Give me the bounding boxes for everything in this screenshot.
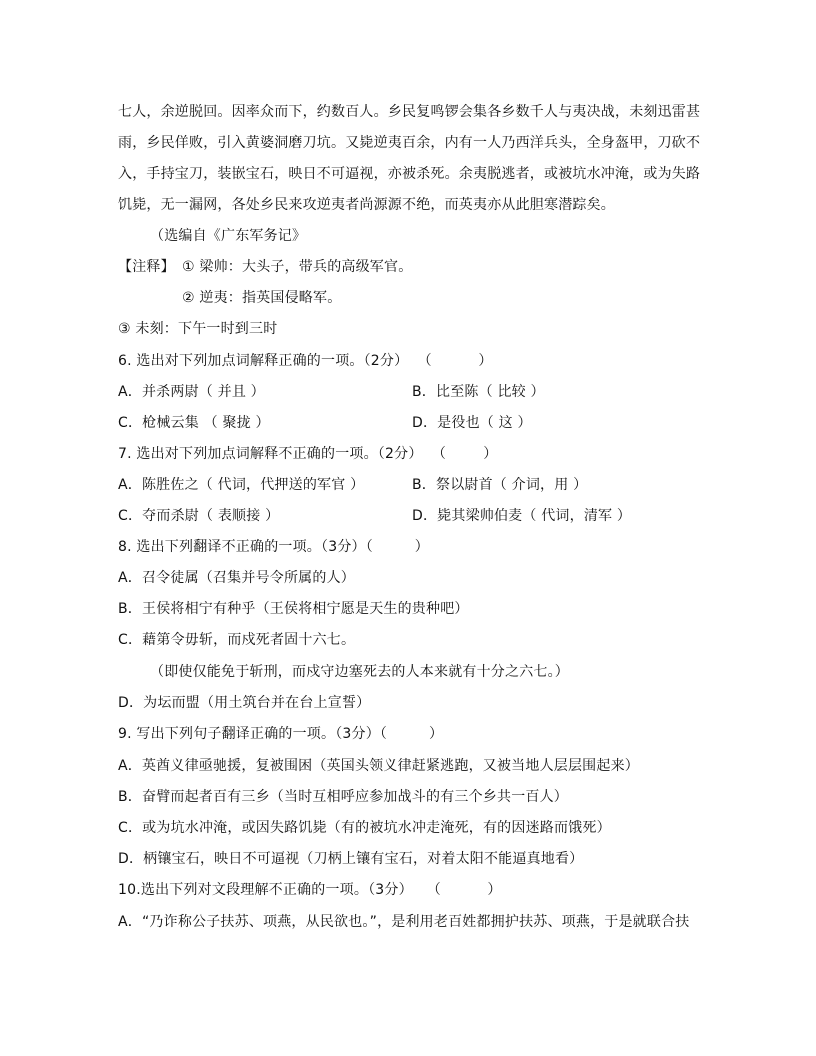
passage-source: （选编自《广东军务记》 xyxy=(150,228,307,244)
question-8-option-d: D．为坛而盟（用土筑台并在台上宣誓） xyxy=(118,695,371,711)
note-3: ③ 未刻：下午一时到三时 xyxy=(118,321,278,337)
question-8-option-a: A．召令徒属（召集并号令所属的人） xyxy=(118,570,355,586)
question-9-option-a: A．英酋义律亟驰援，复被围困（英国头领义律赶紧逃跑，又被当地人层层围起来） xyxy=(118,758,639,774)
question-6-option-c: C．枪械云集 （ 聚拢 ） xyxy=(118,415,270,431)
question-7-option-d: D．毙其梁帅伯麦（ 代词，清军 ） xyxy=(412,508,632,524)
passage-line-3: 入，手持宝刀，装嵌宝石，映日不可逼视，亦被杀死。余夷脱逃者，或被坑水冲淹，或为失路 xyxy=(118,166,701,182)
passage-line-1: 七人，余逆脱回。因率众而下，约数百人。乡民复鸣锣会集各乡数千人与夷决战，未刻迅雷甚 xyxy=(118,104,701,120)
question-10-option-a: A．“乃诈称公子扶苏、项燕，从民欲也。”，是利用老百姓都拥护扶苏、项燕，于是就联合扶 xyxy=(118,914,690,930)
question-9-option-b: B．奋臂而起者百有三乡（当时互相呼应参加战斗的有三个乡共一百人） xyxy=(118,789,569,805)
question-9-option-d: D．柄镶宝石，映日不可逼视（刀柄上镶有宝石，对着太阳不能逼真地看） xyxy=(118,851,584,867)
question-8-option-c-translation: （即使仅能免于斩刑，而戍守边塞死去的人本来就有十分之六七。） xyxy=(150,664,569,680)
question-6-option-a: A．并杀两尉（ 并且 ） xyxy=(118,384,265,400)
question-7-stem: 7. 选出对下列加点词解释不正确的一项。（2分） （ ） xyxy=(118,446,498,462)
passage-line-2: 雨，乡民佯败，引入黄婆洞磨刀坑。又毙逆夷百余，内有一人乃西洋兵头，全身盔甲，刀砍不 xyxy=(118,135,701,151)
question-9-stem: 9. 写出下列句子翻译正确的一项。（3分）（ ） xyxy=(118,726,444,742)
question-6-option-b: B．比至陈（ 比较 ） xyxy=(412,384,545,400)
notes-label: 【注释】 xyxy=(118,259,175,275)
question-7-option-a: A．陈胜佐之（ 代词，代押送的军官 ） xyxy=(118,477,365,493)
note-2: ② 逆夷：指英国侵略军。 xyxy=(182,290,342,306)
question-7-option-b: B．祭以尉首（ 介词，用 ） xyxy=(412,477,588,493)
question-8-option-b: B．王侯将相宁有种乎（王侯将相宁愿是天生的贵种吧） xyxy=(118,601,469,617)
question-9-option-c: C．或为坑水冲淹，或因失路饥毙（有的被坑水冲走淹死，有的因迷路而饿死） xyxy=(118,820,611,836)
question-8-stem: 8. 选出下列翻译不正确的一项。（3分）（ ） xyxy=(118,539,429,555)
passage-line-4: 饥毙，无一漏网，各处乡民来攻逆夷者尚源源不绝，而英夷亦从此胆寒潜踪矣。 xyxy=(118,197,615,213)
question-10-stem: 10.选出下列对文段理解不正确的一项。（3分） （ ） xyxy=(118,882,502,898)
question-7-option-c: C．夺而杀尉（ 表顺接 ） xyxy=(118,508,280,524)
question-8-option-c: C．藉第令毋斩，而戍死者固十六七。 xyxy=(118,632,356,648)
note-1: ① 梁帅：大头子，带兵的高级军官。 xyxy=(182,259,413,275)
question-6-stem: 6. 选出对下列加点词解释正确的一项。（2分） （ ） xyxy=(118,353,493,369)
question-6-option-d: D．是役也（ 这 ） xyxy=(412,415,532,431)
